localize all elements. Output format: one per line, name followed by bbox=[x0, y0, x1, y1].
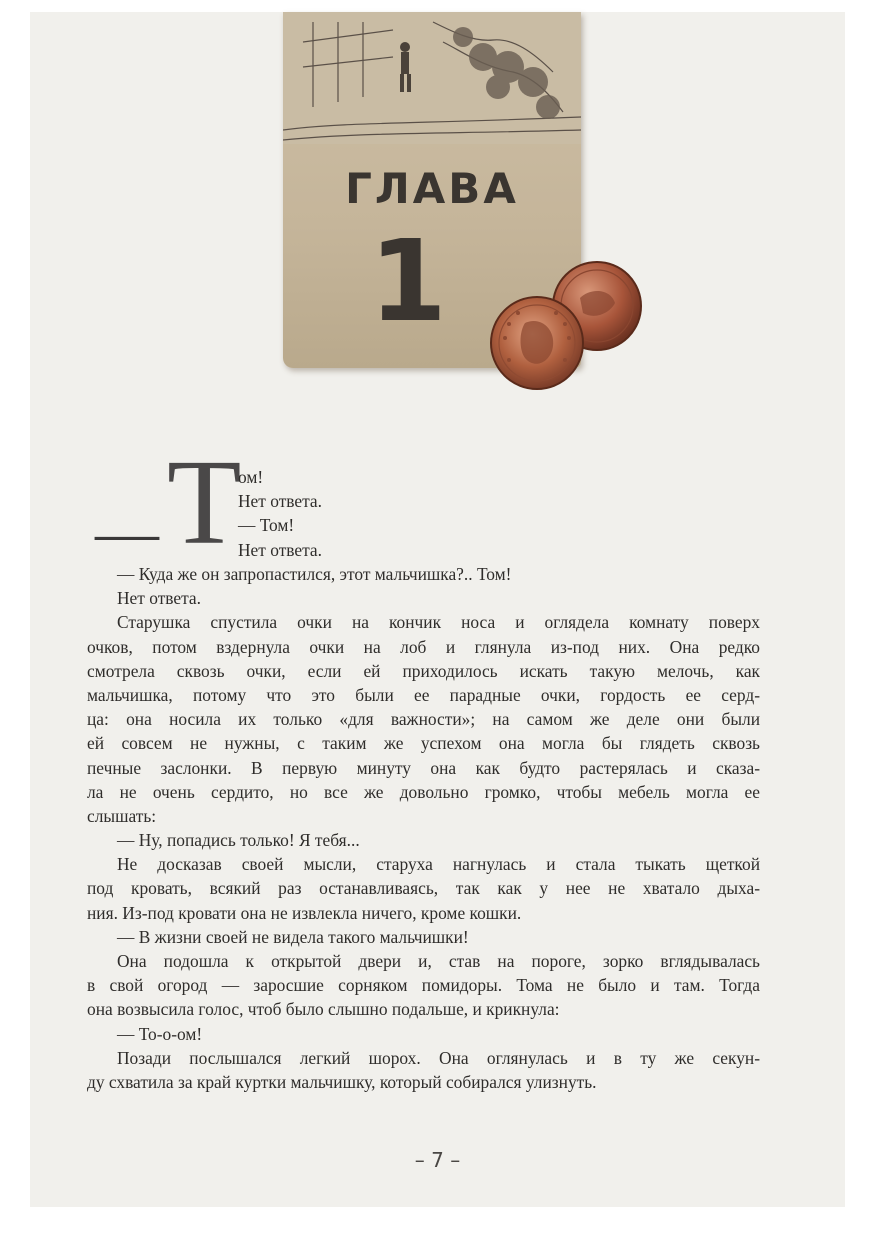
text-line: она возвысила голос, чтоб было слышно подальше, и крикнула: bbox=[87, 999, 560, 1020]
text-line: мальчишка, потому что это были ее парадные очки, гордость ее серд- bbox=[87, 684, 760, 705]
engraving-illustration bbox=[283, 12, 581, 144]
text-line: Позади послышался легкий шорох. Она оглянулась и в ту же секун- bbox=[117, 1047, 760, 1068]
dropcap-letter: Т bbox=[167, 435, 242, 570]
opening-line: — Том! bbox=[238, 515, 295, 536]
opening-line: ом! bbox=[238, 467, 264, 487]
text-line: очков, потом вздернула очки на лоб и глянула из-под них. Она редко bbox=[87, 636, 760, 657]
dropcap-dash: — bbox=[95, 496, 159, 567]
text-line: ца: она носила их только «для важности»; на самом же деле они были bbox=[87, 709, 760, 730]
text-line: Старушка спустила очки на кончик носа и оглядела комнату поверх bbox=[117, 612, 760, 633]
text-line: ния. Из-под кровати она не извлекла ничего, кроме кошки. bbox=[87, 902, 522, 923]
opening-line: Нет ответа. bbox=[238, 539, 322, 560]
text-line: ей совсем не нужны, с таким же успехом она могла бы глядеть сквозь bbox=[87, 733, 760, 754]
text-line: смотрела сквозь очки, если ей приходилось искать такую мелочь, как bbox=[87, 660, 760, 681]
chapter-label: ГЛАВА bbox=[345, 164, 519, 213]
text-line: под кровать, всякий раз останавливаясь, так как у нее не хватало дыха- bbox=[87, 878, 760, 899]
text-line: Не досказав своей мысли, старуха нагнулась и стала тыкать щеткой bbox=[117, 854, 760, 875]
text-line: — То-о-ом! bbox=[117, 1023, 203, 1044]
text-line: в свой огород — заросшие сорняком помидоры. Тома не было и там. Тогда bbox=[87, 975, 760, 996]
text-line: печные заслонки. В первую минуту она как будто растерялась и сказа- bbox=[87, 757, 760, 778]
text-line: ла не очень сердито, но все же довольно громко, чтобы мебель могла ее bbox=[87, 781, 760, 802]
text-line: Она подошла к открытой двери и, став на пороге, зорко вглядывалась bbox=[117, 951, 760, 971]
text-line: — Куда же он запропастился, этот мальчишка?.. Том! bbox=[117, 564, 512, 584]
opening-lines bbox=[238, 465, 322, 562]
page-number: – 7 – bbox=[414, 1148, 461, 1172]
coins-illustration bbox=[485, 258, 650, 398]
text-line: — В жизни своей не видела такого мальчишки! bbox=[117, 926, 469, 947]
body-text bbox=[87, 562, 760, 1094]
text-line: ду схватила за край куртки мальчишку, который собирался улизнуть. bbox=[87, 1071, 597, 1092]
text-line: Нет ответа. bbox=[117, 588, 201, 609]
opening-line: Нет ответа. bbox=[238, 491, 322, 512]
text-line: — Ну, попадись только! Я тебя... bbox=[117, 830, 360, 851]
chapter-number: 1 bbox=[369, 217, 447, 347]
book-page bbox=[30, 12, 845, 1207]
text-line: слышать: bbox=[87, 805, 157, 826]
